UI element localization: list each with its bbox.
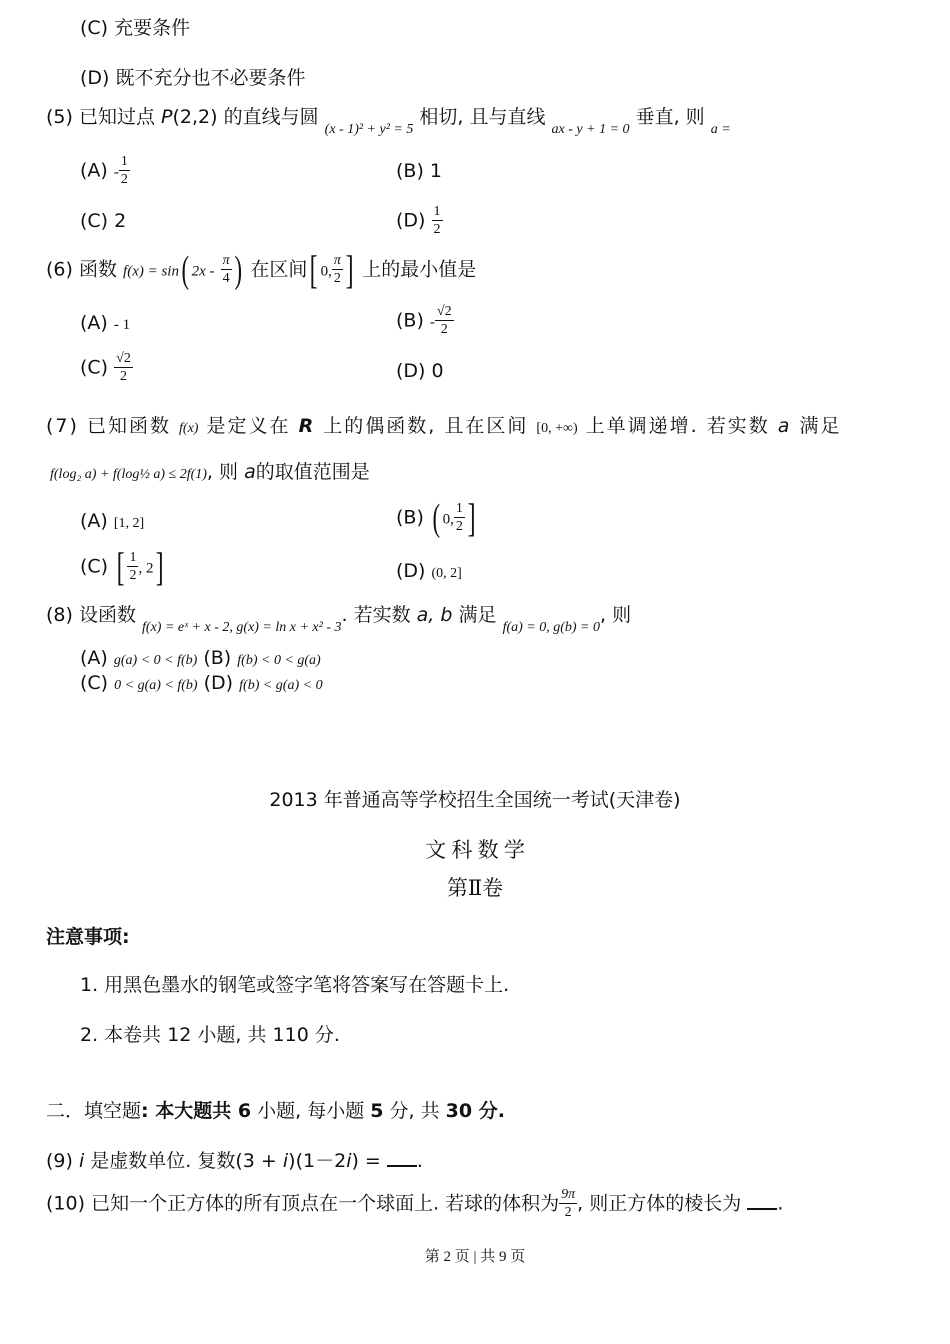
q5-circle-eq: (x - 1)² + y² = 5 <box>324 122 414 137</box>
q8-options-ab: (A) g(a) < 0 < f(b) (B) f(b) < 0 < g(a) <box>80 647 321 669</box>
q6-stem: (6) 函数 f(x) = sin( 2x - $\frac{\pi}{4}$ ) 在区间[ 0, $\frac{\pi}{2}$ ] 上的最小值是 <box>46 247 477 292</box>
q10: (10) 已知一个正方体的所有顶点在一个球面上. 若球的体积为 $\frac{9\pi}{2}$ , 则正方体的棱长为 . <box>46 1187 784 1220</box>
q5-option-a: (A) - $\frac{1}{2}$ <box>80 154 128 187</box>
notice-heading: 注意事项: <box>46 926 130 948</box>
q10-answer-blank <box>747 1192 777 1210</box>
q7-option-c: (C) [ $\frac{1}{2}$ , 2] <box>80 544 165 589</box>
q7-option-d: (D) (0, 2] <box>396 560 462 582</box>
q5-option-b: (B) 1 <box>396 160 443 182</box>
q8-stem: (8) 设函数 $_{f(x) = eˣ + x - 2, g(x) = ln x + x^2 - 3}$. 若实数 a, b 满足 $_{f(a) = 0, g(b) = 0}$, 则 <box>46 604 632 635</box>
notice-item-1: 1. 用黑色墨水的钢笔或签字笔将答案写在答题卡上. <box>80 974 510 996</box>
section-2-heading: 二．填空题: 本大题共 6 小题, 每小题 5 分, 共 30 分. <box>46 1100 505 1122</box>
exam-title: 2013 年普通高等学校招生全国统一考试(天津卷) <box>269 789 681 811</box>
notice-item-2: 2. 本卷共 12 小题, 共 110 分. <box>80 1024 340 1046</box>
q9-answer-blank <box>387 1149 417 1167</box>
q8-options-cd: (C) 0 < g(a) < f(b) (D) f(b) < g(a) < 0 <box>80 672 323 694</box>
q4-option-c: (C) 充要条件 <box>80 17 191 39</box>
q4-option-d: (D) 既不充分也不必要条件 <box>80 67 306 89</box>
q5-option-d: (D) $\frac{1}{2}$ <box>396 204 441 237</box>
q6-option-c: (C) $\frac{√2}{2}$ <box>80 351 131 384</box>
q8-condition: f(a) = 0, g(b) = 0 <box>502 620 600 635</box>
q6-option-a: (A) - 1 <box>80 312 131 334</box>
subject-title: 文 科 数 学 <box>425 838 525 862</box>
page-footer: 第 2 页 | 共 9 页 <box>424 1249 526 1265</box>
q5-stem: (5) 已知过点 P(2,2) 的直线与圆 $_{(x - 1)^2 + y^2 = 5}$ 相切, 且与直线 $_{ax - y + 1 = 0}$ 垂直, 则 $_{a =}$ <box>46 106 731 137</box>
q7-stem-line2: f(log₂ a) + f(log½ a) ≤ 2f(1), 则 a的取值范围是 <box>50 461 370 483</box>
q7-option-a: (A) [1, 2] <box>80 510 145 532</box>
volume-title: 第Ⅱ卷 <box>446 876 504 900</box>
q5-line-eq: ax - y + 1 = 0 <box>551 122 630 137</box>
q9: (9) i 是虚数单位. 复数(3 + i)(1－2i) = . <box>46 1150 423 1172</box>
q7-stem-line1: (7) 已知函数 f(x) 是定义在 R 上的偶函数, 且在区间 [0, +∞) 上单调递增. 若实数 a 满足 <box>46 415 842 437</box>
q6-option-d: (D) 0 <box>396 360 444 382</box>
q7-option-b: (B) ( 0, $\frac{1}{2}$ ] <box>396 495 476 540</box>
q5-option-c: (C) 2 <box>80 210 127 232</box>
q8-functions: f(x) = eˣ + x - 2, g(x) = ln x + x² - 3 <box>142 620 342 635</box>
q6-option-b: (B) - $\frac{√2}{2}$ <box>396 304 452 337</box>
q7-condition: f(log₂ a) + f(log½ a) ≤ 2f(1) <box>50 467 207 482</box>
